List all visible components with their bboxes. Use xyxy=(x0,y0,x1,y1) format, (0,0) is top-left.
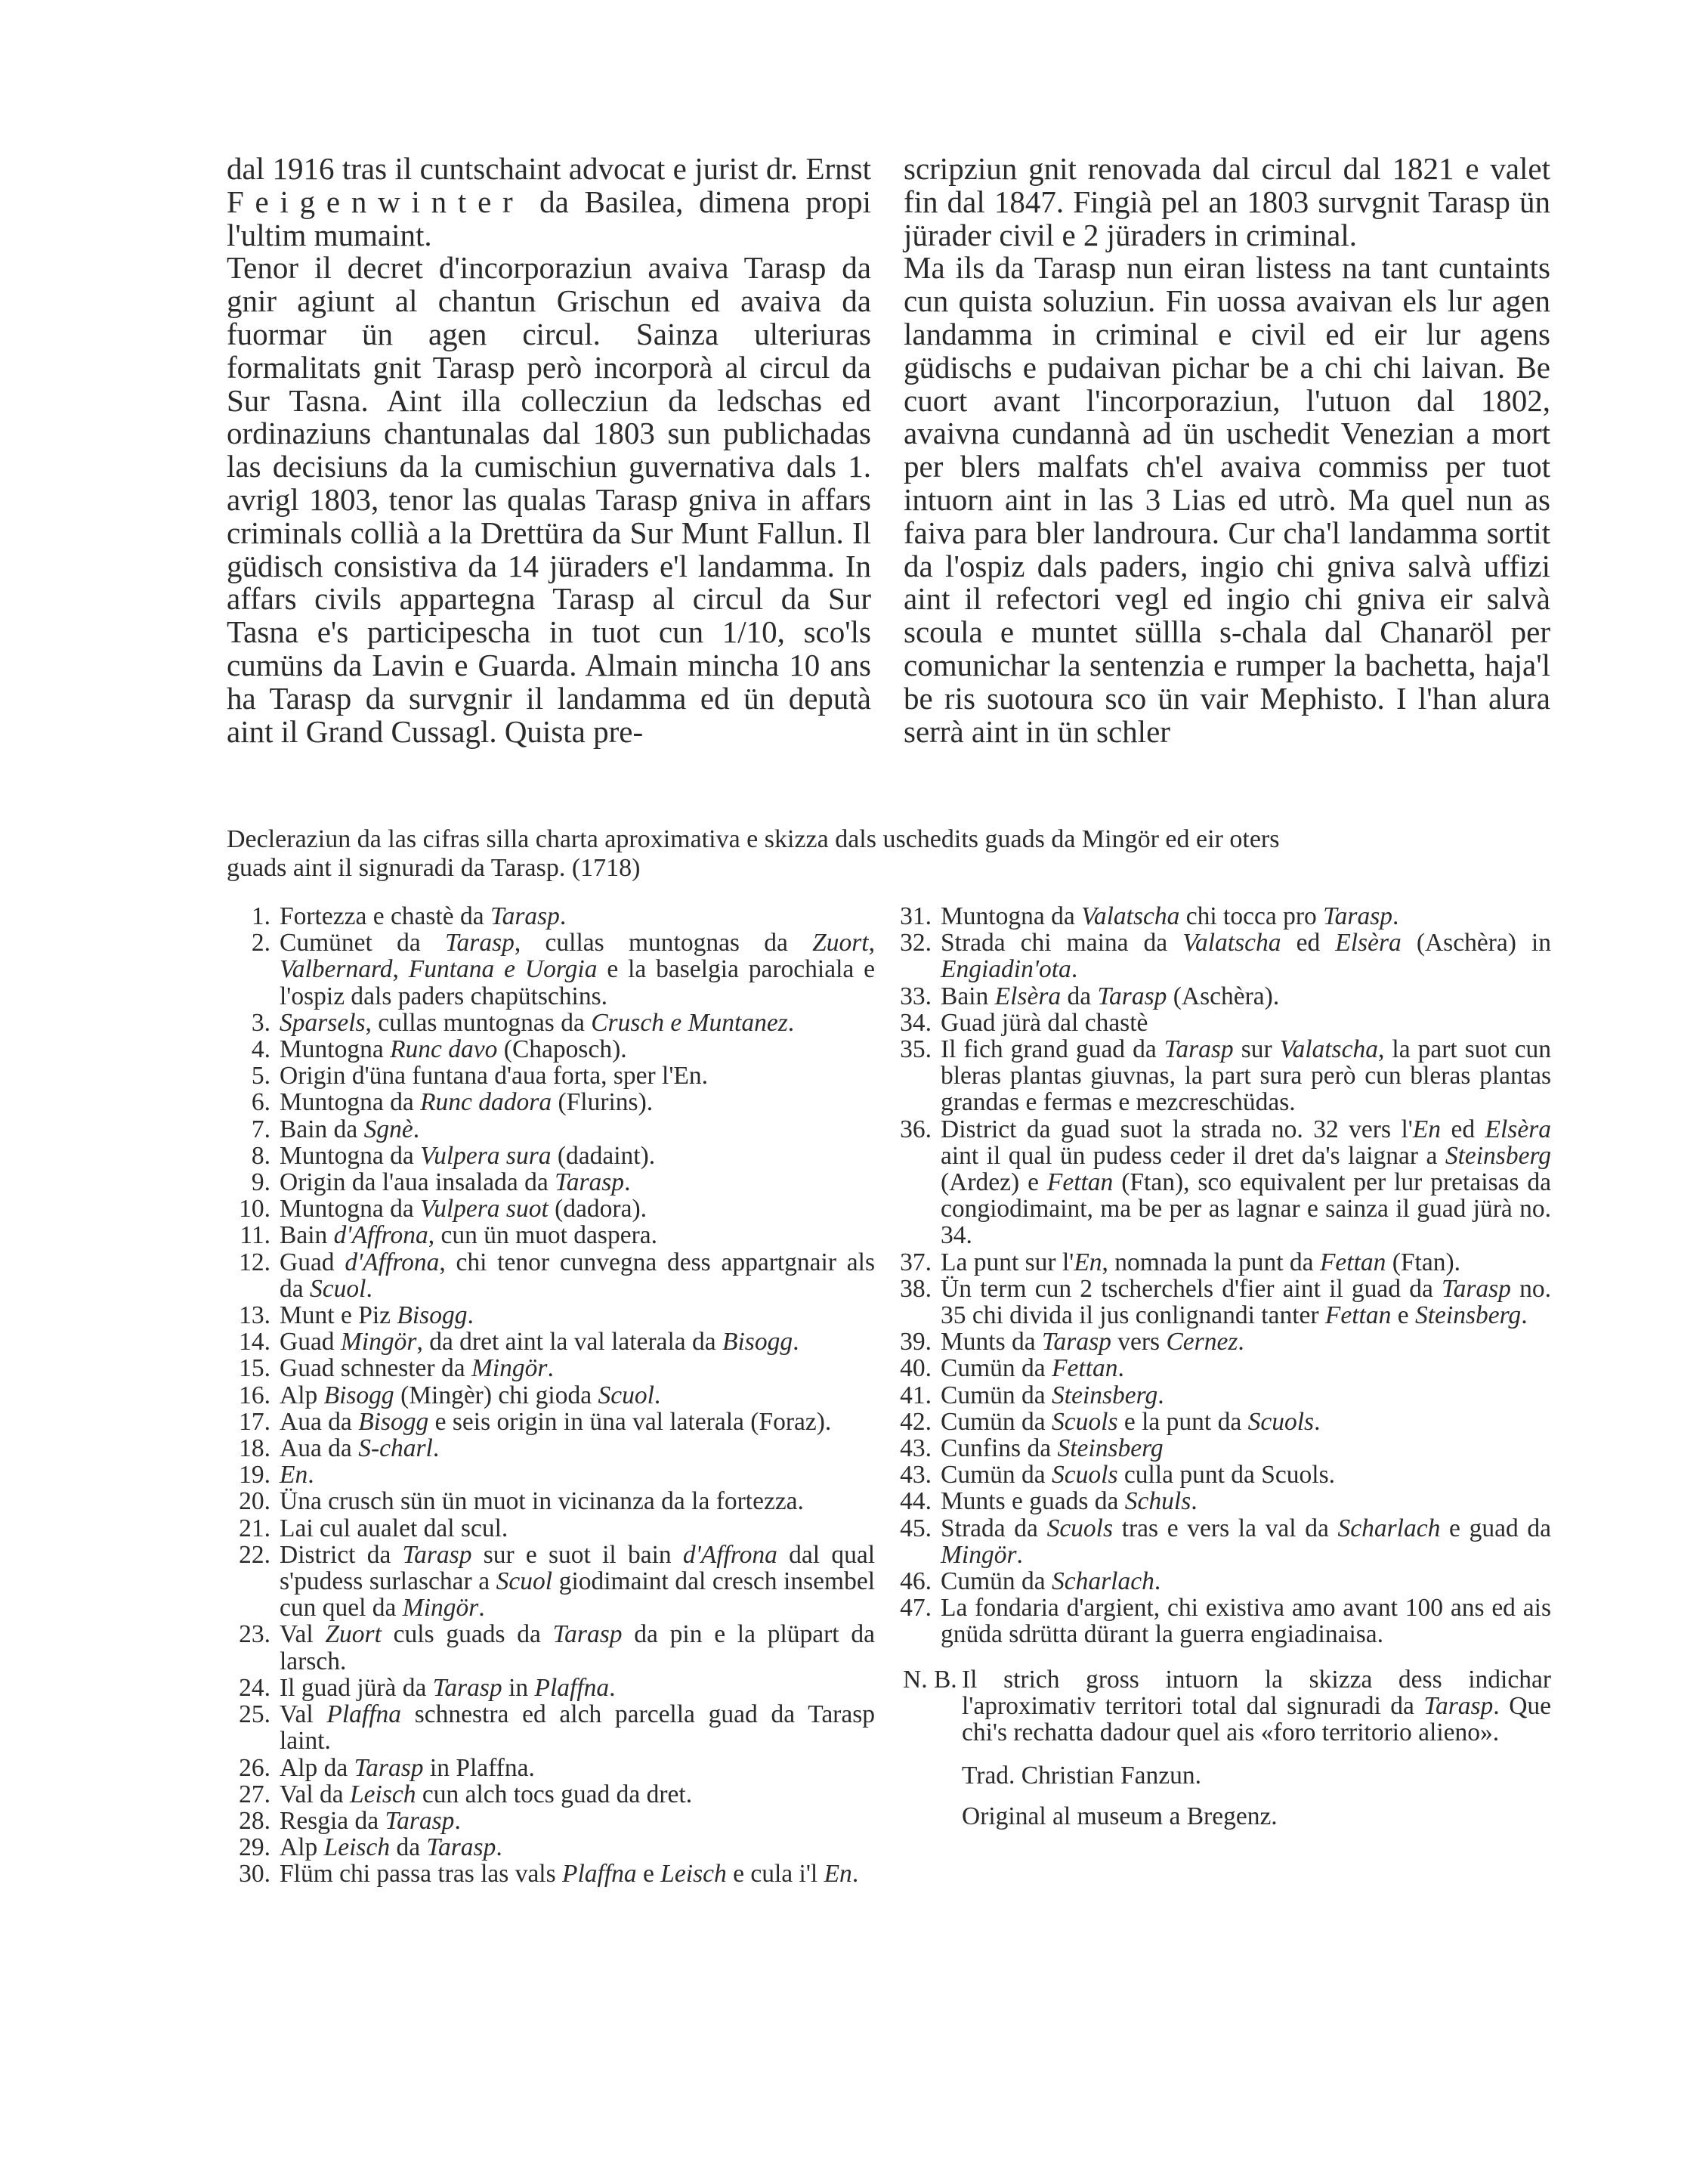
legend-item-number: 25. xyxy=(239,1700,270,1729)
legend-item-text: Munt e Piz Bisogg. xyxy=(280,1301,474,1330)
legend-item xyxy=(888,1488,1551,1514)
legend-item-number: 14. xyxy=(239,1328,270,1356)
caption-line: guads aint il signuradi da Tarasp. (1718) xyxy=(227,854,641,882)
body-column-left xyxy=(227,153,871,748)
paragraph xyxy=(227,153,871,252)
legend-item-number: 30. xyxy=(239,1860,270,1889)
legend-item-number: 45. xyxy=(900,1514,932,1542)
legend-item-text: Guad jürà dal chastè xyxy=(941,1008,1148,1037)
legend-item-text: Bain d'Affrona, cun ün muot daspera. xyxy=(280,1221,657,1250)
legend-item xyxy=(888,1010,1551,1036)
original-note: Original al museum a Bregenz. xyxy=(962,1802,1278,1830)
legend-item-text: Cumün da Steinsberg. xyxy=(941,1381,1164,1409)
legend-item xyxy=(888,1435,1551,1462)
nb-label: N. B. xyxy=(903,1665,957,1694)
legend-item-text: Aua da S-charl. xyxy=(280,1434,440,1463)
legend-item xyxy=(227,1382,875,1409)
legend-item-number: 19. xyxy=(239,1461,270,1490)
legend-item-number: 43. xyxy=(900,1461,932,1490)
legend-item-text: Strada chi maina da Valatscha ed Elsèra (Aschèra) in Engiadin'ota. xyxy=(941,929,1551,984)
legend-item xyxy=(888,903,1551,930)
legend-item-text: Cunfins da Steinsberg xyxy=(941,1434,1164,1463)
legend-item xyxy=(227,1063,875,1089)
legend-item-text: Cumün da Scuols culla punt da Scuols. xyxy=(941,1461,1335,1490)
legend-item xyxy=(227,1196,875,1222)
legend-item-number: 38. xyxy=(900,1274,932,1303)
legend-item xyxy=(888,1515,1551,1568)
translator-credit: Trad. Christian Fanzun. xyxy=(962,1762,1202,1790)
legend-item-text: Muntogna da Runc dadora (Flurins). xyxy=(280,1088,654,1117)
legend-item-number: 2. xyxy=(251,929,270,957)
legend-item-number: 21. xyxy=(239,1514,270,1542)
legend-caption xyxy=(227,825,1550,883)
legend-item xyxy=(227,1542,875,1622)
legend-item-number: 28. xyxy=(239,1806,270,1835)
legend-item-number: 33. xyxy=(900,982,932,1010)
legend-item-number: 18. xyxy=(239,1434,270,1463)
legend-item-number: 42. xyxy=(900,1407,932,1436)
legend-item-number: 5. xyxy=(251,1062,270,1090)
legend-item-text: Aua da Bisogg e seis origin in üna val laterala (Foraz). xyxy=(280,1407,832,1436)
legend-item-text: Origin d'üna funtana d'aua forta, sper l'En. xyxy=(280,1062,708,1090)
legend-item xyxy=(888,1355,1551,1381)
legend-item-text: District da guad suot la strada no. 32 vers l'En ed Elsèra aint il qual ün pudess ceder il dret da's laignar a Steinsberg (Ardez) e Fettan (Ftan), sco equivalent per lur pretaisas da congiodimaint, ma be per as lagnar e sainza il guad jürà no. 34. xyxy=(941,1115,1551,1250)
legend-item-number: 20. xyxy=(239,1487,270,1516)
legend-item-number: 7. xyxy=(251,1115,270,1143)
legend-item xyxy=(227,1488,875,1514)
legend-item-text: Guad schnester da Mingör. xyxy=(280,1354,554,1383)
legend-item xyxy=(227,1515,875,1542)
legend-item-number: 23. xyxy=(239,1620,270,1649)
legend-item-number: 37. xyxy=(900,1248,932,1276)
legend-item-text: Val Zuort culs guads da Tarasp da pin e la plüpart da larsch. xyxy=(280,1620,875,1675)
legend-item-text: Val da Leisch cun alch tocs guad da dret. xyxy=(280,1780,693,1808)
legend-item xyxy=(227,1355,875,1381)
legend-item-text: Origin da l'aua insalada da Tarasp. xyxy=(280,1168,631,1197)
legend-item-number: 40. xyxy=(900,1354,932,1383)
legend-item-text: Val Plaffna schnestra ed alch parcella guad da Tarasp laint. xyxy=(280,1700,875,1756)
legend-item xyxy=(227,1249,875,1302)
legend-item-text: Guad Mingör, da dret aint la val laterala da Bisogg. xyxy=(280,1328,799,1356)
legend-item-text: La punt sur l'En, nomnada la punt da Fettan (Ftan). xyxy=(941,1248,1461,1276)
legend-item xyxy=(888,983,1551,1010)
legend-item-text: En. xyxy=(280,1461,314,1490)
legend-item-number: 29. xyxy=(239,1833,270,1862)
legend-item-text: District da Tarasp sur e suot il bain d'Affrona dal qual s'pudess surlaschar a Scuol giodimaint dal cresch insembel cun quel da Mingör. xyxy=(280,1540,876,1623)
legend-item xyxy=(888,1036,1551,1116)
legend-item-text: Munts da Tarasp vers Cernez. xyxy=(941,1328,1244,1356)
legend-item xyxy=(227,1861,875,1887)
legend-item-number: 35. xyxy=(900,1035,932,1064)
legend-item-number: 4. xyxy=(251,1035,270,1064)
legend-item-number: 10. xyxy=(239,1195,270,1223)
legend-item-text: Lai cul aualet dal scul. xyxy=(280,1514,508,1542)
legend-item xyxy=(227,930,875,1010)
legend-item xyxy=(888,1382,1551,1409)
legend-item-number: 6. xyxy=(251,1088,270,1117)
paragraph-text: dal 1916 tras il cuntschaint advocat e jurist dr. Ernst xyxy=(227,151,871,186)
legend-item-text: Bain da Sgnè. xyxy=(280,1115,420,1143)
legend-item xyxy=(227,1222,875,1248)
legend-item-number: 17. xyxy=(239,1407,270,1436)
legend-item-text: Alp da Tarasp in Plaffna. xyxy=(280,1753,535,1782)
legend-item-text: Cumün da Scharlach. xyxy=(941,1567,1161,1596)
legend-item-text: Flüm chi passa tras las vals Plaffna e Leisch e cula i'l En. xyxy=(280,1860,859,1889)
legend-item xyxy=(227,1621,875,1674)
legend-item xyxy=(227,1834,875,1861)
legend-item-text: Alp Bisogg (Mingèr) chi gioda Scuol. xyxy=(280,1381,661,1409)
legend-item-number: 46. xyxy=(900,1567,932,1596)
legend-item-number: 32. xyxy=(900,929,932,957)
nb-text: Il strich gross intuorn la skizza dess indichar l'aproximativ territori total dal signuradi da Tarasp. Que chi's rechatta dadour quel ais «foro territorio alieno». xyxy=(962,1665,1552,1747)
legend-item xyxy=(888,1462,1551,1488)
legend-item xyxy=(888,930,1551,982)
legend-item xyxy=(227,1329,875,1355)
legend-item-number: 34. xyxy=(900,1008,932,1037)
nota-bene xyxy=(888,1666,1551,1746)
legend-item-text: Resgia da Tarasp. xyxy=(280,1806,461,1835)
legend-item-number: 27. xyxy=(239,1780,270,1808)
legend-item-text: Muntogna Runc davo (Chaposch). xyxy=(280,1035,627,1064)
legend-item xyxy=(227,1409,875,1435)
legend-items-right xyxy=(888,903,1551,1648)
legend-item xyxy=(227,903,875,930)
legend-item-number: 16. xyxy=(239,1381,270,1409)
legend-item xyxy=(888,1409,1551,1435)
legend-item-text: Guad d'Affrona, chi tenor cunvegna dess appartgnair als da Scuol. xyxy=(280,1248,875,1303)
legend-item-number: 15. xyxy=(239,1354,270,1383)
legend-item-number: 41. xyxy=(900,1381,932,1409)
legend-item-text: Muntogna da Valatscha chi tocca pro Tarasp. xyxy=(941,902,1399,930)
legend-item-number: 24. xyxy=(239,1673,270,1702)
legend-item-text: Fortezza e chastè da Tarasp. xyxy=(280,902,567,930)
legend-item-text: Sparsels, cullas muntognas da Crusch e Muntanez. xyxy=(280,1008,795,1037)
legend-list-left xyxy=(227,903,875,1888)
legend-item-number: 44. xyxy=(900,1487,932,1516)
paragraph-text: da Basilea, dimena propi l'ultim mumaint. xyxy=(227,184,871,252)
legend-item-number: 13. xyxy=(239,1301,270,1330)
legend-item-number: 12. xyxy=(239,1248,270,1276)
legend-item xyxy=(227,1781,875,1808)
legend-item xyxy=(227,1089,875,1115)
legend-item-text: Munts e guads da Schuls. xyxy=(941,1487,1198,1516)
legend-item-text: Üna crusch sün ün muot in vicinanza da la fortezza. xyxy=(280,1487,804,1516)
legend-item xyxy=(227,1169,875,1196)
legend-item-text: Il guad jürà da Tarasp in Plaffna. xyxy=(280,1673,616,1702)
legend-item-number: 22. xyxy=(239,1540,270,1569)
legend-item xyxy=(227,1435,875,1462)
legend-item xyxy=(227,1675,875,1701)
legend-item xyxy=(227,1701,875,1754)
legend-item-text: Il fich grand guad da Tarasp sur Valatscha, la part suot cun bleras plantas giuvnas, la part sura però cun bleras plantas grandas e fermas e mezcreschüdas. xyxy=(941,1035,1551,1117)
paragraph: Ma ils da Tarasp nun eiran listess na tant cuntaints cun quista soluziun. Fin uossa avaivan els lur agen landamma in criminal e civil ed eir lur agens güdischs e pudaivan pichar be a chi chi laivan. Be cuort avant l'incorporaziun, l'utuon dal 1802, avaivna cundannà ad ün uschedit Venezian a mort per blers malfats ch'el avaiva commiss per tuot intuorn aint in las 3 Lias ed utrò. Ma quel nun as faiva para bler landroura. Cur cha'l landamma sortit da l'ospiz dals paders, ingio chi gniva salvà uffizi aint il refectori vegl ed ingio chi gniva eir salvà scoula e muntet süllla s-chala dal Chanaröl per comunichar la sentenzia e rumper la bachetta, haja'l be ris suotoura sco ün vair Mephisto. I l'han alura serrà aint in ün schler xyxy=(904,250,1550,749)
legend-item-text: Cumün da Fettan. xyxy=(941,1354,1124,1383)
legend-item xyxy=(888,1595,1551,1647)
legend-item-number: 11. xyxy=(240,1221,270,1250)
legend-item-text: Cumün da Scuols e la punt da Scuols. xyxy=(941,1407,1321,1436)
legend-list-right xyxy=(888,903,1551,1830)
legend-item xyxy=(888,1276,1551,1329)
legend-item xyxy=(888,1249,1551,1276)
legend-item xyxy=(227,1808,875,1834)
paragraph: scripziun gnit renovada dal circul dal 1821 e valet fin dal 1847. Fingià pel an 1803 survgnit Tarasp ün jürader civil e 2 jüraders in criminal. xyxy=(904,151,1550,252)
legend-item xyxy=(888,1329,1551,1355)
body-column-right xyxy=(904,153,1550,748)
legend-item xyxy=(227,1036,875,1063)
legend-item xyxy=(227,1755,875,1781)
legend-item-text: Bain Elsèra da Tarasp (Aschèra). xyxy=(941,982,1280,1010)
legend-item-number: 36. xyxy=(900,1115,932,1143)
legend-item xyxy=(227,1116,875,1143)
legend-item-number: 1. xyxy=(251,902,270,930)
legend-item-text: Alp Leisch da Tarasp. xyxy=(280,1833,502,1862)
paragraph: Tenor il decret d'incorporaziun avaiva Tarasp da gnir agiunt al chantun Grischun ed avaiva da fuormar ün agen circul. Sainza ulteriuras formalitats gnit Tarasp però incorporà al circul da Sur Tasna. Aint illa collecziun da ledschas ed ordinaziuns chantunalas dal 1803 sun publichadas las decisiuns da la cumischiun guvernativa dals 1. avrigl 1803, tenor las qualas Tarasp gniva in affars criminals collià a la Drettüra da Sur Munt Fallun. Il güdisch consistiva da 14 jüraders e'l landamma. In affars civils appartegna Tarasp al circul da Sur Tasna e's participescha in tuot cun 1/10, sco'ls cumüns da Lavin e Guarda. Almain mincha 10 ans ha Tarasp da survgnir il landamma ed ün deputà aint il Grand Cussagl. Quista pre- xyxy=(227,250,871,749)
legend-item xyxy=(888,1116,1551,1249)
spaced-name: Feigenwinter xyxy=(227,184,524,219)
legend-item-number: 39. xyxy=(900,1328,932,1356)
legend-item-number: 8. xyxy=(251,1141,270,1170)
caption-line: Decleraziun da las cifras silla charta aproximativa e skizza dals uschedits guads da Mingör ed eir oters xyxy=(227,825,1280,853)
legend-item xyxy=(227,1143,875,1169)
legend-item-text: Ün term cun 2 tscherchels d'fier aint il guad da Tarasp no. 35 chi divida il jus conlignandi tanter Fettan e Steinsberg. xyxy=(941,1274,1552,1330)
legend-item-text: La fondaria d'argient, chi existiva amo avant 100 ans ed ais gnüda sdrütta dürant la guerra engiadinaisa. xyxy=(941,1594,1551,1649)
legend-item-number: 26. xyxy=(239,1753,270,1782)
legend-item-text: Strada da Scuols tras e vers la val da Scharlach e guad da Mingör. xyxy=(941,1514,1552,1569)
legend-item xyxy=(227,1010,875,1036)
legend-item-number: 31. xyxy=(900,902,932,930)
legend-item xyxy=(227,1462,875,1488)
legend-item-text: Cumünet da Tarasp, cullas muntognas da Zuort, Valbernard, Funtana e Uorgia e la baselgia parochiala e l'ospiz dals paders chapütschins. xyxy=(280,929,875,1010)
legend-item-number: 47. xyxy=(900,1594,932,1623)
legend-item-text: Muntogna da Vulpera suot (dadora). xyxy=(280,1195,647,1223)
legend-item-number: 3. xyxy=(251,1008,270,1037)
legend-item-number: 9. xyxy=(251,1168,270,1197)
legend-item-text: Muntogna da Vulpera sura (dadaint). xyxy=(280,1141,656,1170)
legend-item xyxy=(888,1568,1551,1595)
legend-item xyxy=(227,1302,875,1329)
legend-item-number: 43. xyxy=(900,1434,932,1463)
